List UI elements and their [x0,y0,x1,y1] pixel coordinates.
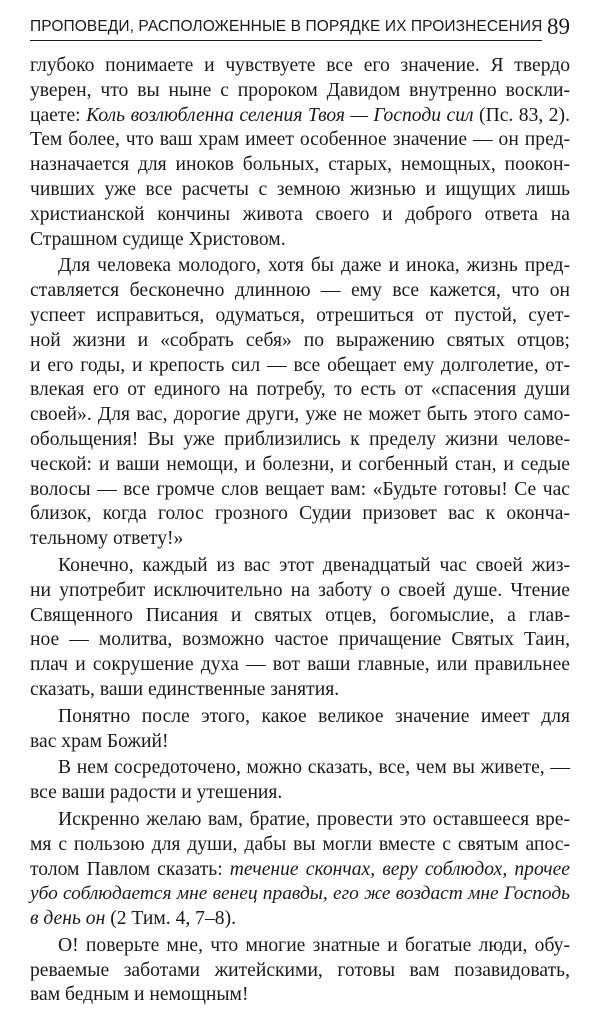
text-line: Тем более, что ваш храм имеет особенное значение — он пред- [30,129,570,151]
paragraph [30,756,570,806]
text-line: Конечно, каждый из вас этот двенадцатый час своей жиз- [58,554,570,576]
text-line: близок, когда голос грозного Судии призовет вас к оконча- [30,503,570,525]
text-line: ческой: и ваши немощи, и болезни, и согбенный стан, и седые [30,453,570,475]
text-line: глубоко понимаете и чувствуете все его значение. Я твердо [30,55,570,76]
text-line: В нем сосредоточено, можно сказать, все, чем вы живете, — [58,757,570,779]
text-line [30,858,570,883]
text-line: уверен, что вы ныне с пророком Давидом внутренно воскли- [30,79,570,101]
text-run: толом Павлом сказать: [30,858,230,880]
text-line: вам бедным и немощным! [30,984,249,1006]
paragraph [30,808,570,932]
scripture-reference: (2 Тим. 4, 7–8). [105,908,237,930]
text-line: назначается для иноков больных, старых, немощных, поокон- [30,154,570,176]
text-line: обольщения! Вы уже приблизились к пределу жизни челове- [30,428,570,450]
text-line: влекая его от единого на потребу, то есть от «спасения души [30,379,570,401]
body-text [30,54,570,1010]
running-title: ПРОПОВЕДИ, РАСПОЛОЖЕННЫЕ В ПОРЯДКЕ ИХ ПРОИЗНЕСЕНИЯ [30,18,543,35]
text-line: ное — молитва, возможно частое причащение Святых Таин, [30,629,570,651]
text-line: О! поверьте мне, что многие знатные и богатые люди, обу- [58,934,570,956]
text-line: христианской кончины живота своего и доброго ответа на [30,203,570,225]
scripture-quote: Коль возлюбленна селения Твоя — Господи сил [86,104,474,126]
paragraph [30,254,570,552]
text-line [30,104,570,129]
text-line: все ваши радости и утешения. [30,782,283,804]
text-line: сказать, ваши единственные занятия. [30,678,340,700]
page-number: 89 [547,14,570,39]
text-line: мя с пользою для души, дабы вы могли вместе с святым апос- [30,833,570,855]
text-line: ставляется бесконечно длинною — ему все кажется, что он [30,280,570,302]
scripture-quote: в день он [30,908,106,930]
text-line: плач и сокрушение духа — вот ваши главные, или правильнее [30,654,570,676]
text-line: и его годы, и крепость сил — все обещает ему долголетие, от- [30,354,570,376]
scripture-quote: течение скончах, веру соблюдох, прочее [229,858,570,880]
text-line: Священного Писания и святых отцев, богомыслие, а глав- [30,604,570,626]
header-rule [30,40,542,41]
text-line: реваемые заботами житейскими, готовы вам позавидовать, [30,959,570,981]
scripture-quote: убо соблюдается мне венец правды, его же воздаст мне Господь [30,883,570,905]
text-run: цаете: [30,104,87,126]
text-line: вас храм Божий! [30,730,169,752]
text-line: Для человека молодого, хотя бы даже и инока, жизнь пред- [58,255,570,277]
paragraph [30,934,570,1008]
text-line: волосы — все громче слов вещает вам: «Будьте готовы! Се час [30,478,570,500]
text-line: своей». Для вас, дорогие други, уже не может быть этого само- [30,404,570,426]
text-line: ни употребит исключительно на заботу о своей душе. Чтение [30,579,570,601]
paragraph [30,705,570,755]
text-line: ной жизни и «собрать себя» по выражению святых отцов; [30,329,570,351]
scripture-reference: (Пс. 83, 2). [473,104,570,126]
text-line: Искренно желаю вам, братие, провести это оставшееся вре- [58,808,570,830]
text-line [30,882,570,907]
text-line: Страшном судище Христовом. [30,228,286,250]
running-head [30,14,570,44]
text-line: чивших уже все расчеты с земною жизнью и ищущих лишь [30,178,570,200]
text-line [30,907,570,932]
text-line: успеет исправиться, одуматься, отрешиться от пустой, сует- [30,304,570,326]
paragraph [30,554,570,703]
text-line: Понятно после этого, какое великое значение имеет для [58,705,570,727]
paragraph [30,54,570,252]
text-line: тельному ответу!» [30,528,184,550]
